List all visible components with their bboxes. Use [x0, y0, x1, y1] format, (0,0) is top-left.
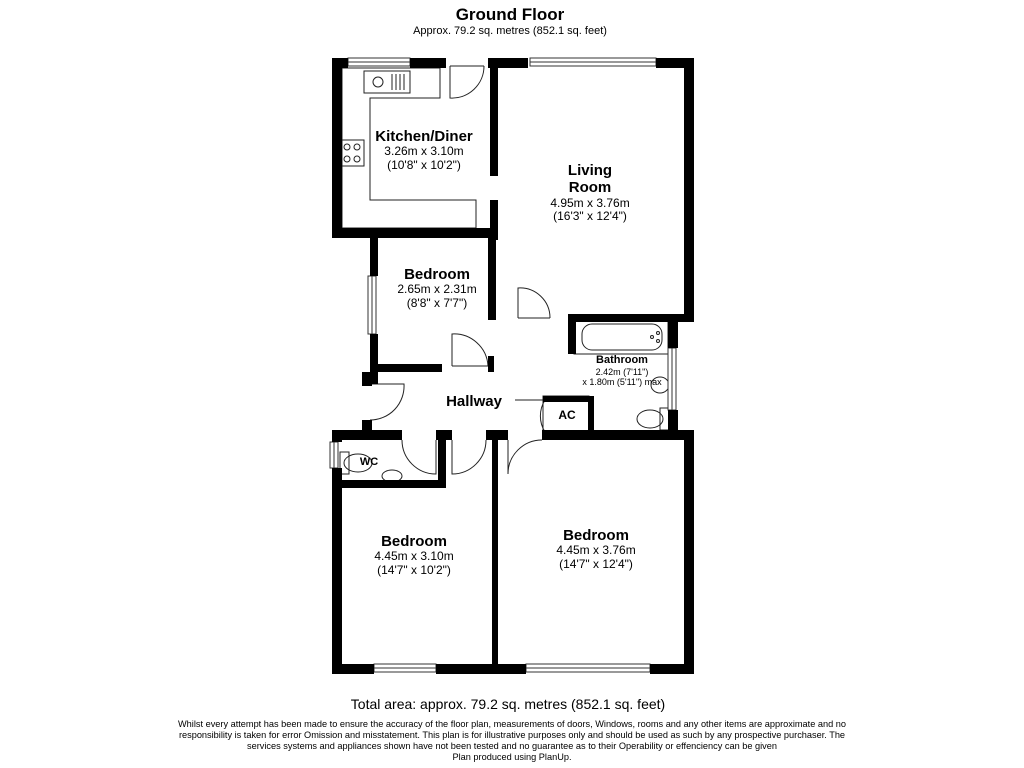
- bathroom-label: [582, 354, 661, 387]
- living-imperial: (16'3" x 12'4"): [553, 209, 627, 224]
- disclaimer-line: responsibility is taken for error Omission and misstatement. This plan is for illustrative purposes only and should be used as such by any prospective purchaser. The: [178, 730, 846, 741]
- bedroom-small-label: [397, 266, 476, 311]
- bedroom-left-door-swing: [452, 440, 486, 474]
- bathroom-metric: 2.42m (7'11"): [595, 366, 649, 377]
- ac-name: AC: [558, 408, 576, 422]
- bedroom-right-imperial: (14'7" x 12'4"): [559, 557, 633, 572]
- bedroom-left-label: [374, 533, 453, 578]
- wc-door-swing: [402, 440, 436, 474]
- living-metric: 4.95m x 3.76m: [550, 195, 630, 210]
- kitchen-imperial: (10'8" x 10'2"): [387, 158, 461, 173]
- bedroom-small-door-swing: [452, 334, 488, 366]
- disclaimer-line: services systems and appliances shown have not been tested and no guarantee as to their Operability or effenciency can be given: [247, 741, 777, 752]
- bedroom-right-name: Bedroom: [563, 527, 629, 544]
- wc-name: WC: [359, 456, 379, 468]
- kitchen-name: Kitchen/Diner: [375, 128, 473, 145]
- bedroom-small-metric: 2.65m x 2.31m: [397, 282, 477, 297]
- bedroom-small-name: Bedroom: [404, 266, 470, 283]
- bathroom-imperial: x 1.80m (5'11") max: [582, 376, 662, 387]
- disclaimer: [178, 719, 846, 763]
- bedroom-left-imperial: (14'7" x 10'2"): [377, 563, 451, 578]
- disclaimer-line: Whilst every attempt has been made to ensure the accuracy of the floor plan, measurements of doors, Windows, rooms and any other items are approximate and no: [178, 719, 846, 729]
- kitchen-hob-icon: [342, 140, 364, 166]
- hallway-name: Hallway: [446, 393, 502, 410]
- kitchen-label: [375, 128, 473, 173]
- bedroom-right-metric: 4.45m x 3.76m: [556, 543, 636, 558]
- floor-title: Ground Floor: [455, 5, 565, 24]
- bedroom-left-metric: 4.45m x 3.10m: [374, 549, 454, 564]
- entrance-door-swing: [370, 384, 404, 420]
- bedroom-right-label: [556, 527, 635, 572]
- disclaimer-line: Plan produced using PlanUp.: [452, 752, 572, 763]
- bedroom-left-name: Bedroom: [381, 533, 447, 550]
- kitchen-door-swing: [450, 66, 484, 98]
- living-name-line1: Living: [567, 162, 613, 179]
- living-label: [550, 162, 629, 224]
- kitchen-sink-icon: [364, 71, 410, 93]
- total-area: Total area: approx. 79.2 sq. metres (852.1 sq. feet): [350, 696, 666, 712]
- bedroom-small-imperial: (8'8" x 7'7"): [406, 296, 468, 311]
- living-name-line2: Room: [568, 179, 612, 197]
- living-door-swing: [518, 288, 550, 318]
- bathroom-name: Bathroom: [596, 354, 648, 366]
- ac-door-swing: [515, 400, 545, 432]
- kitchen-metric: 3.26m x 3.10m: [384, 144, 464, 159]
- bedroom-right-door-swing: [508, 440, 542, 474]
- floor-subtitle: Approx. 79.2 sq. metres (852.1 sq. feet): [413, 25, 607, 37]
